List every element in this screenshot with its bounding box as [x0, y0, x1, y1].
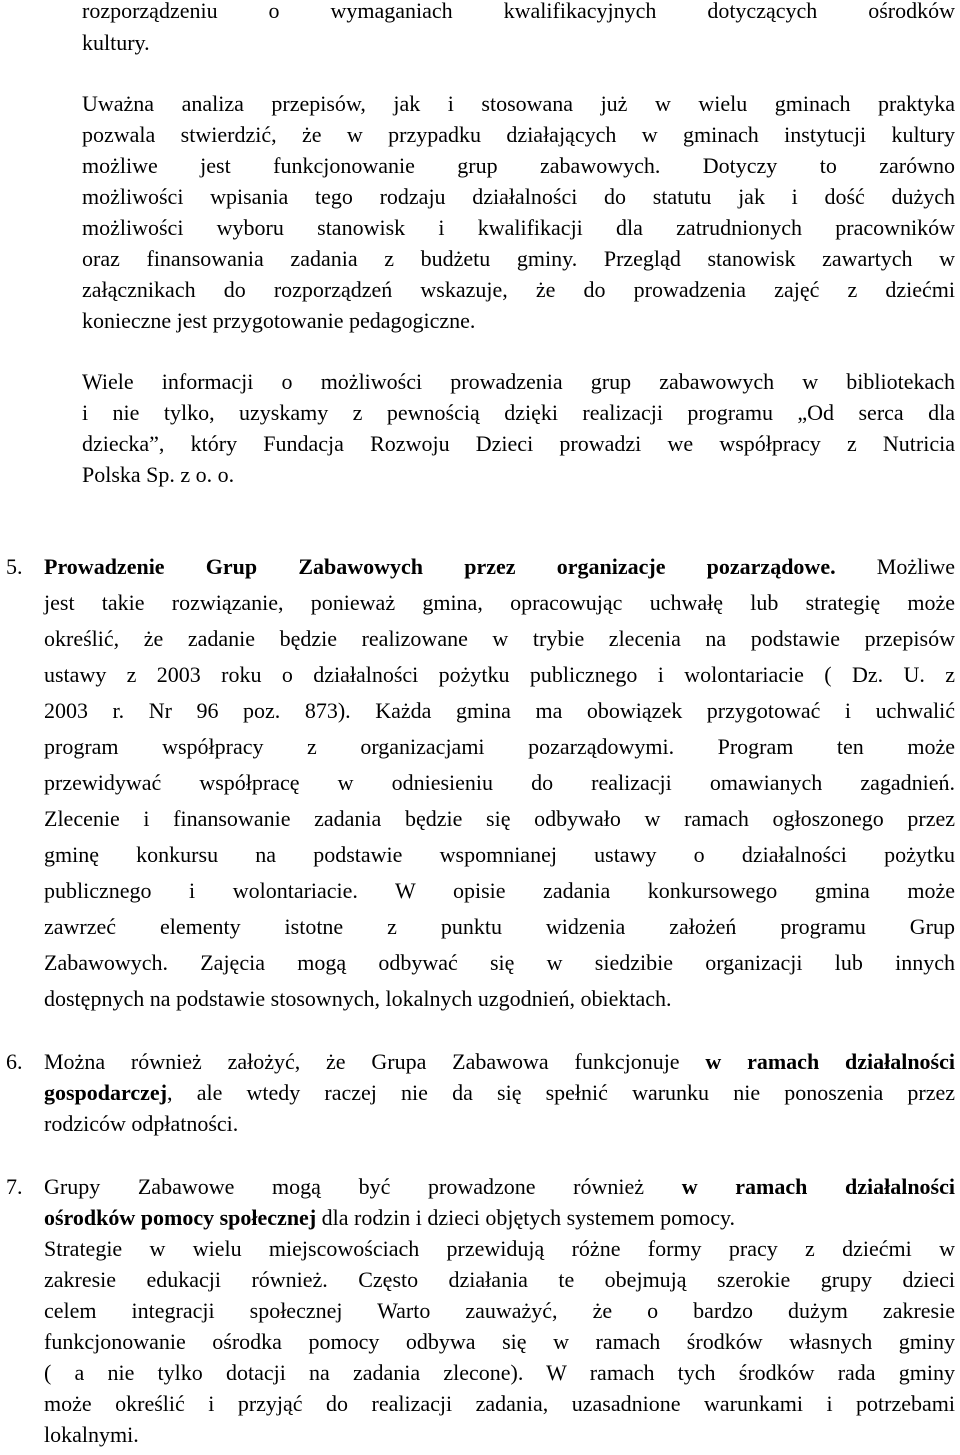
item-emphasis: gospodarczej	[44, 1080, 168, 1105]
list-item-line	[44, 1174, 955, 1200]
paragraph-line: konieczne jest przygotowanie pedagogiczne.	[82, 308, 476, 333]
list-item-line: może określić i przyjąć do realizacji zadania, uzasadnione warunkami i potrzebami	[44, 1391, 955, 1416]
paragraph-line: możliwości wyboru stanowisk i kwalifikacji dla zatrudnionych pracowników	[82, 215, 955, 240]
paragraph-line: pozwala stwierdzić, że w przypadku działających w gminach instytucji kultury	[82, 122, 955, 147]
list-number: 5.	[6, 554, 23, 579]
list-item-line: ustawy z 2003 roku o działalności pożytku publicznego i wolontariacie ( Dz. U. z	[44, 662, 955, 687]
paragraph-line: rozporządzeniu o wymaganiach kwalifikacyjnych dotyczących ośrodków	[82, 0, 955, 23]
item-text: , ale wtedy raczej nie da się spełnić warunku nie ponoszenia przez	[167, 1080, 955, 1105]
paragraph-line: i nie tylko, uzyskamy z pewnością dzięki realizacji programu „Od serca dla	[82, 400, 955, 425]
list-item-line	[44, 1205, 735, 1231]
list-item-line	[44, 1080, 955, 1106]
paragraph-line: oraz finansowania zadania z budżetu gminy. Przegląd stanowisk zawartych w	[82, 246, 955, 271]
item-emphasis: w ramach działalności	[681, 1174, 955, 1199]
paragraph-line: Polska Sp. z o. o.	[82, 462, 235, 487]
list-item-line: jest takie rozwiązanie, ponieważ gmina, opracowując uchwałę lub strategię może	[44, 590, 955, 615]
paragraph-line: Uważna analiza przepisów, jak i stosowana już w wielu gminach praktyka	[82, 91, 955, 116]
list-item-line	[44, 1049, 955, 1075]
list-item-line: gminę konkursu na podstawie wspomnianej ustawy o działalności pożytku	[44, 842, 955, 867]
list-item-line: Zlecenie i finansowanie zadania będzie się odbywało w ramach ogłoszonego przez	[44, 806, 955, 831]
list-item-line: Zabawowych. Zajęcia mogą odbywać się w siedzibie organizacji lub innych	[44, 950, 955, 975]
list-item-line: funkcjonowanie ośrodka pomocy odbywa się w ramach środków własnych gminy	[44, 1329, 955, 1354]
list-item-line: publicznego i wolontariacie. W opisie zadania konkursowego gmina może	[44, 878, 955, 903]
list-item-line: 2003 r. Nr 96 poz. 873). Każda gmina ma obowiązek przygotować i uchwalić	[44, 698, 955, 723]
paragraph-line: Wiele informacji o możliwości prowadzenia grup zabawowych w bibliotekach	[82, 369, 955, 394]
item-text: Grupy Zabawowe mogą być prowadzone również	[44, 1174, 682, 1199]
list-item-line: program współpracy z organizacjami pozarządowymi. Program ten może	[44, 734, 955, 759]
item-text: dla rodzin i dzieci objętych systemem pomocy.	[316, 1205, 736, 1230]
item-text: Możliwe	[835, 554, 956, 579]
item-heading: Prowadzenie Grup Zabawowych przez organizacje pozarządowe.	[44, 554, 836, 579]
list-item-line: celem integracji społecznej Warto zauważyć, że o bardzo dużym zakresie	[44, 1298, 955, 1323]
paragraph-line: dziecka”, który Fundacja Rozwoju Dzieci prowadzi we współpracy z Nutricia	[82, 431, 955, 456]
paragraph-line: załącznikach do rozporządzeń wskazuje, że do prowadzenia zajęć z dziećmi	[82, 277, 955, 302]
list-item-line: rodziców odpłatności.	[44, 1111, 239, 1136]
paragraph-line: kultury.	[82, 30, 150, 55]
list-number: 6.	[6, 1049, 23, 1074]
list-item-line: przewidywać współpracę w odniesieniu do realizacji omawianych zagadnień.	[44, 770, 955, 795]
list-item-line: ( a nie tylko dotacji na zadania zlecone). W ramach tych środków rada gminy	[44, 1360, 955, 1385]
list-item-line: zakresie edukacji również. Często działania te obejmują szerokie grupy dzieci	[44, 1267, 955, 1292]
list-item-line	[44, 554, 955, 580]
list-item-line: Strategie w wielu miejscowościach przewidują różne formy pracy z dziećmi w	[44, 1236, 955, 1261]
list-item-line: lokalnymi.	[44, 1422, 139, 1447]
list-item-line: dostępnych na podstawie stosownych, lokalnych uzgodnień, obiektach.	[44, 986, 672, 1011]
list-number: 7.	[6, 1174, 23, 1199]
paragraph-line: możliwe jest funkcjonowanie grup zabawowych. Dotyczy to zarówno	[82, 153, 955, 178]
list-item-line: określić, że zadanie będzie realizowane w trybie zlecenia na podstawie przepisów	[44, 626, 955, 651]
paragraph-line: możliwości wpisania tego rodzaju działalności do statutu jak i dość dużych	[82, 184, 955, 209]
item-emphasis: w ramach działalności	[705, 1049, 955, 1074]
item-text: Można również założyć, że Grupa Zabawowa funkcjonuje	[44, 1049, 706, 1074]
item-emphasis: ośrodków pomocy społecznej	[44, 1205, 317, 1230]
list-item-line: zawrzeć elementy istotne z punktu widzenia założeń programu Grup	[44, 914, 955, 939]
